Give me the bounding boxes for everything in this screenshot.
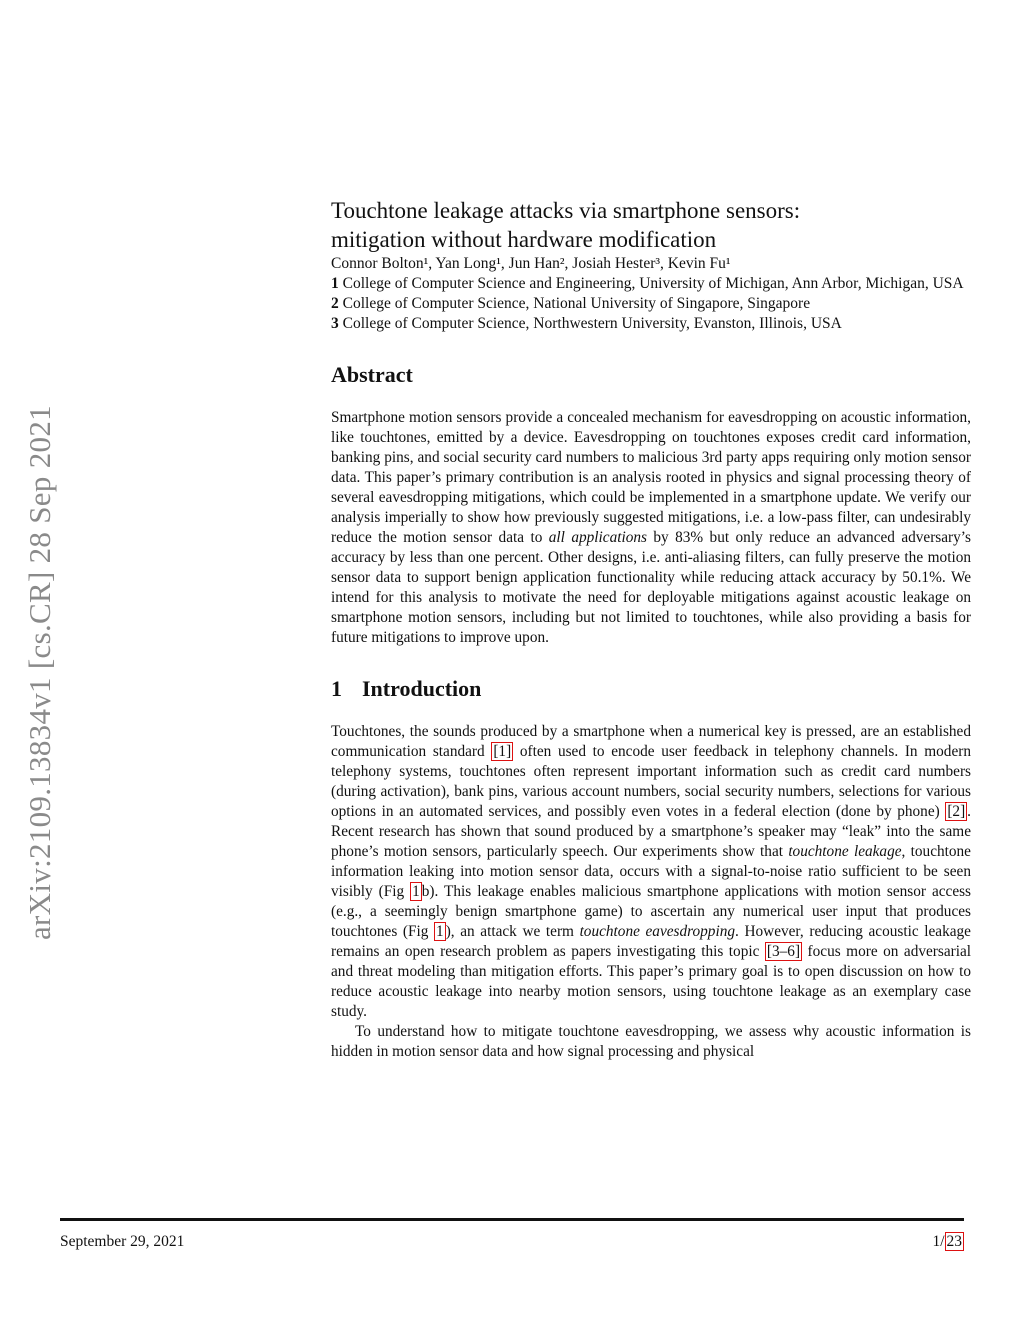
affiliation-1: 1 College of Computer Science and Engineering, University of Michigan, Ann Arbor, Michigan, USA (331, 275, 964, 292)
total-pages-link[interactable]: 23 (946, 1233, 962, 1250)
citation-link-3-6[interactable]: [3–6] (766, 943, 801, 960)
abstract-heading: Abstract (331, 362, 413, 387)
footer-date: September 29, 2021 (60, 1233, 185, 1250)
introduction-heading (331, 676, 971, 702)
affiliation-3: 3 College of Computer Science, Northwestern University, Evanston, Illinois, USA (331, 315, 842, 332)
section-number: 1 (331, 676, 342, 701)
footer-divider (60, 1218, 964, 1221)
affiliation-2: 2 College of Computer Science, National University of Singapore, Singapore (331, 295, 811, 312)
citation-link-2[interactable]: [2] (947, 803, 966, 820)
page-number: 1/ 23 (932, 1233, 962, 1250)
author-list: Connor Bolton¹, Yan Long¹, Jun Han², Josiah Hester³, Kevin Fu¹ (331, 255, 731, 272)
introduction-paragraph-1: Touchtones, the sounds produced by a smartphone when a numerical key is pressed, are an established communication standard [1] often used to encode user feedback in telephony channels. In modern telephony systems, touchtones often represent important information such as credit card numbers (during activation), bank pins, various account numbers, social security numbers, selections for various options in an automated services, and possibly even votes in a federal election (done by phone) [2] . Recent research has shown that sound produced by a smartphone’s speaker may “leak” into the same phone’s motion sensors, particularly speech. Our experiments show that touchtone leakage, touchtone information leaking into motion sensor data, occurs with a signal-to-noise ratio sufficient to be seen visibly (Fig 1 b). This leakage enables malicious smartphone applications with motion sensor access (e.g., a seemingly benign smartphone game) to ascertain any numerical user input that produces touchtones (Fig 1 ), an attack we term touchtone eavesdropping. However, reducing acoustic leakage remains an open research problem as papers investigating this topic [3–6] focus more on adversarial and threat modeling than mitigation efforts. This paper’s primary goal is to open discussion on how to reduce acoustic leakage into nearby motion sensors, using touchtone leakage as an exemplary case study. (331, 723, 972, 1020)
paper-title-line-1: Touchtone leakage attacks via smartphone sensors: (331, 198, 801, 223)
arxiv-sidebar-stamp: arXiv:2109.13834v1 [cs.CR] 28 Sep 2021 (22, 405, 57, 940)
abstract-text: Smartphone motion sensors provide a concealed mechanism for eavesdropping on acoustic information, like touchtones, emitted by a device. Eavesdropping on touchtones exposes credit card information, banking pins, and social security card numbers to malicious 3rd party apps requiring only motion sensor data. This paper’s primary contribution is an analysis rooted in physics and signal processing theory of several eavesdropping mitigations, which could be implemented in a smartphone update. We verify our analysis imperially to show how previously suggested mitigations, i.e. a low-pass filter, can undesirably reduce the motion sensor data to all applications by 83% but only reduce an advanced adversary’s accuracy by less than one percent. Other designs, i.e. anti-aliasing filters, can fully preserve the motion sensor data to support benign application functionality while reducing attack accuracy by 50.1%. We intend for this analysis to motivate the need for deployable mitigations against acoustic leakage on smartphone motion sensors, including but not limited to touchtones, while also providing a basis for future mitigations to improve upon. (331, 409, 971, 646)
figure-link-1b[interactable]: 1 (436, 923, 444, 940)
citation-link-1[interactable]: [1] (493, 743, 512, 760)
section-title: Introduction (362, 676, 482, 701)
paper-title-line-2: mitigation without hardware modification (331, 227, 717, 252)
introduction-paragraph-2: To understand how to mitigate touchtone eavesdropping, we assess why acoustic information is hidden in motion sensor data and how signal processing and physical (331, 1023, 971, 1060)
figure-link-1[interactable]: 1 (412, 883, 420, 900)
paper-body (331, 196, 971, 1062)
